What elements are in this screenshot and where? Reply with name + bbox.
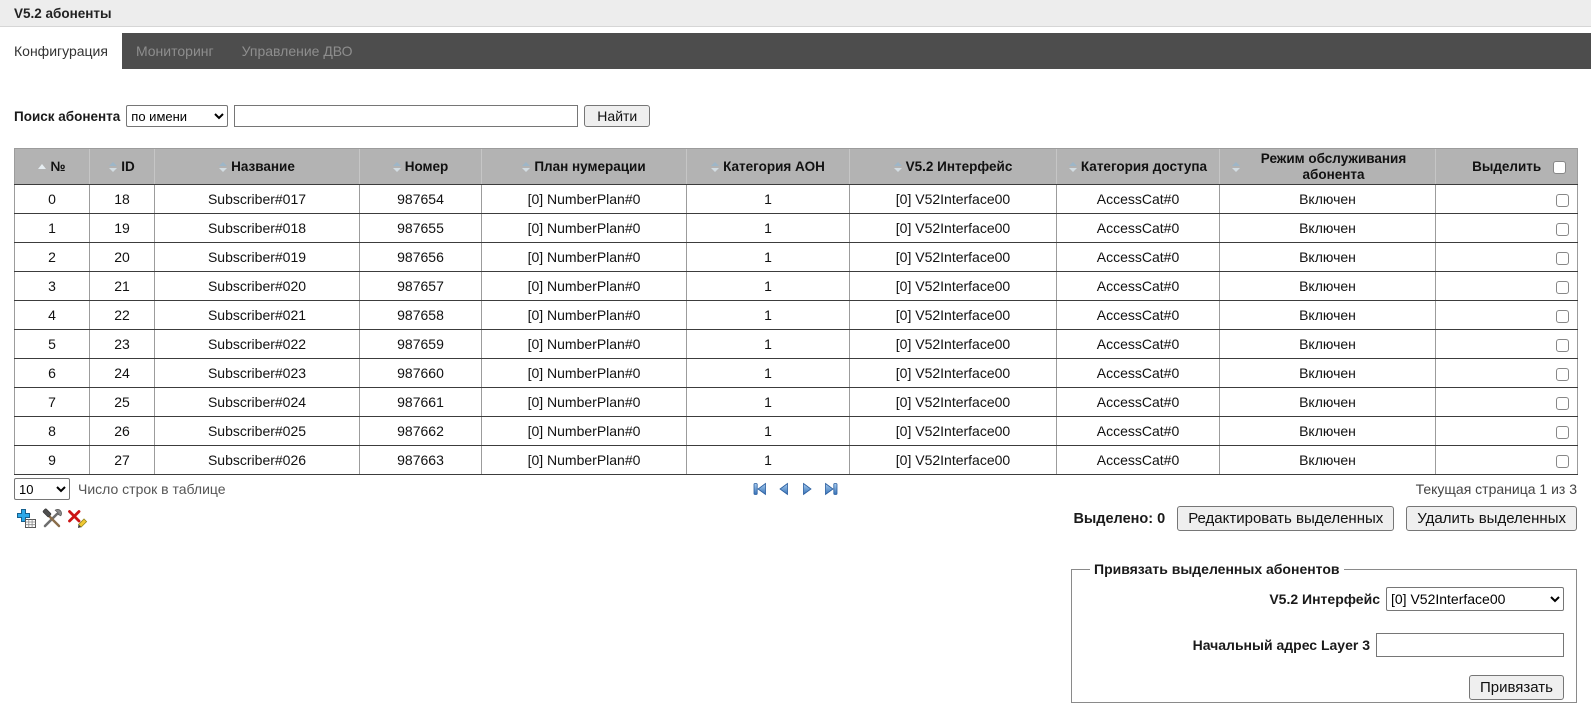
- cell-select: [1436, 417, 1578, 446]
- cell-number: 987658: [360, 301, 482, 330]
- cell-number: 987657: [360, 272, 482, 301]
- row-select-checkbox[interactable]: [1556, 223, 1569, 236]
- row-select-checkbox[interactable]: [1556, 281, 1569, 294]
- cell-service-mode: Включен: [1220, 272, 1436, 301]
- cell-number: 987655: [360, 214, 482, 243]
- cell-aon-category: 1: [687, 272, 850, 301]
- table-row[interactable]: [15, 272, 1578, 301]
- delete-selected-button[interactable]: Удалить выделенных: [1406, 506, 1577, 531]
- tab-dvo-management[interactable]: Управление ДВО: [241, 43, 353, 59]
- next-page-icon[interactable]: [799, 481, 816, 497]
- cell-select: [1436, 214, 1578, 243]
- table-row[interactable]: [15, 301, 1578, 330]
- cell-numberplan: [0] NumberPlan#0: [482, 214, 687, 243]
- cell-v52-interface: [0] V52Interface00: [850, 359, 1057, 388]
- select-all-checkbox[interactable]: [1553, 161, 1566, 174]
- cell-service-mode: Включен: [1220, 185, 1436, 214]
- page-title: V5.2 абоненты: [14, 5, 112, 21]
- page-status: Текущая страница 1 из 3: [1415, 481, 1577, 498]
- cell-name: Subscriber#017: [155, 185, 360, 214]
- row-select-checkbox[interactable]: [1556, 252, 1569, 265]
- cell-name: Subscriber#022: [155, 330, 360, 359]
- cell-name: Subscriber#020: [155, 272, 360, 301]
- cell-name: Subscriber#023: [155, 359, 360, 388]
- cell-id: 23: [90, 330, 155, 359]
- cell-number: 987659: [360, 330, 482, 359]
- cell-num: 7: [15, 388, 90, 417]
- col-header-id[interactable]: ID: [90, 149, 155, 185]
- rows-per-page-select[interactable]: [14, 478, 70, 500]
- col-header-aon-category[interactable]: Категория АОН: [687, 149, 850, 185]
- cell-numberplan: [0] NumberPlan#0: [482, 446, 687, 475]
- cell-num: 4: [15, 301, 90, 330]
- last-page-icon[interactable]: [823, 481, 840, 497]
- cell-v52-interface: [0] V52Interface00: [850, 417, 1057, 446]
- action-row: [14, 506, 1577, 531]
- tab-configuration[interactable]: Конфигурация: [0, 33, 122, 69]
- cell-numberplan: [0] NumberPlan#0: [482, 185, 687, 214]
- cell-number: 987654: [360, 185, 482, 214]
- cell-num: 9: [15, 446, 90, 475]
- cell-id: 22: [90, 301, 155, 330]
- sort-icon: [711, 162, 719, 172]
- bind-button[interactable]: Привязать: [1469, 675, 1564, 700]
- table-row[interactable]: [15, 243, 1578, 272]
- cell-id: 24: [90, 359, 155, 388]
- cell-num: 3: [15, 272, 90, 301]
- cell-num: 5: [15, 330, 90, 359]
- table-row[interactable]: [15, 446, 1578, 475]
- layer3-address-label: Начальный адрес Layer 3: [1192, 637, 1370, 654]
- bind-subscribers-panel: [1071, 561, 1577, 703]
- cell-service-mode: Включен: [1220, 359, 1436, 388]
- sort-asc-icon: [38, 164, 46, 169]
- cell-service-mode: Включен: [1220, 417, 1436, 446]
- cell-service-mode: Включен: [1220, 330, 1436, 359]
- cell-number: 987663: [360, 446, 482, 475]
- cell-aon-category: 1: [687, 359, 850, 388]
- table-row[interactable]: [15, 359, 1578, 388]
- cell-numberplan: [0] NumberPlan#0: [482, 330, 687, 359]
- row-select-checkbox[interactable]: [1556, 368, 1569, 381]
- cell-select: [1436, 243, 1578, 272]
- cell-access-category: AccessCat#0: [1057, 214, 1220, 243]
- sort-icon: [522, 162, 530, 172]
- cell-v52-interface: [0] V52Interface00: [850, 214, 1057, 243]
- cell-id: 25: [90, 388, 155, 417]
- cell-numberplan: [0] NumberPlan#0: [482, 359, 687, 388]
- cell-numberplan: [0] NumberPlan#0: [482, 417, 687, 446]
- cell-name: Subscriber#019: [155, 243, 360, 272]
- row-select-checkbox[interactable]: [1556, 339, 1569, 352]
- cell-service-mode: Включен: [1220, 243, 1436, 272]
- search-button[interactable]: Найти: [584, 105, 650, 127]
- cell-service-mode: Включен: [1220, 214, 1436, 243]
- col-header-numberplan[interactable]: План нумерации: [482, 149, 687, 185]
- sort-icon: [1232, 162, 1240, 172]
- cell-v52-interface: [0] V52Interface00: [850, 185, 1057, 214]
- cell-access-category: AccessCat#0: [1057, 243, 1220, 272]
- table-row[interactable]: [15, 214, 1578, 243]
- first-page-icon[interactable]: [751, 481, 768, 497]
- cell-id: 19: [90, 214, 155, 243]
- cell-access-category: AccessCat#0: [1057, 301, 1220, 330]
- cell-v52-interface: [0] V52Interface00: [850, 243, 1057, 272]
- table-row[interactable]: [15, 330, 1578, 359]
- col-header-v52-interface[interactable]: V5.2 Интерфейс: [850, 149, 1057, 185]
- cell-number: 987662: [360, 417, 482, 446]
- row-select-checkbox[interactable]: [1556, 194, 1569, 207]
- interface-label: V5.2 Интерфейс: [1269, 591, 1380, 608]
- cell-id: 21: [90, 272, 155, 301]
- add-subscriber-icon[interactable]: [16, 508, 37, 529]
- col-header-access-category[interactable]: Категория доступа: [1057, 149, 1220, 185]
- cell-access-category: AccessCat#0: [1057, 185, 1220, 214]
- cell-select: [1436, 272, 1578, 301]
- table-header-row: [15, 149, 1578, 185]
- cell-numberplan: [0] NumberPlan#0: [482, 301, 687, 330]
- search-filter-select[interactable]: [126, 105, 228, 127]
- cell-select: [1436, 301, 1578, 330]
- cell-select: [1436, 330, 1578, 359]
- cell-select: [1436, 446, 1578, 475]
- cell-numberplan: [0] NumberPlan#0: [482, 388, 687, 417]
- table-body: [15, 185, 1578, 475]
- col-header-select: Выделить: [1436, 149, 1578, 185]
- cell-aon-category: 1: [687, 417, 850, 446]
- cell-service-mode: Включен: [1220, 388, 1436, 417]
- selected-count: Выделено: 0: [1073, 510, 1166, 527]
- cell-name: Subscriber#018: [155, 214, 360, 243]
- cell-name: Subscriber#025: [155, 417, 360, 446]
- cell-aon-category: 1: [687, 243, 850, 272]
- cell-number: 987656: [360, 243, 482, 272]
- col-header-service-mode[interactable]: Режим обслуживания абонента: [1220, 149, 1436, 185]
- rows-per-page-label: Число строк в таблице: [78, 481, 226, 498]
- sort-icon: [894, 162, 902, 172]
- cell-num: 2: [15, 243, 90, 272]
- col-header-num[interactable]: №: [15, 149, 90, 185]
- cell-number: 987660: [360, 359, 482, 388]
- cell-select: [1436, 185, 1578, 214]
- title-bar: [0, 0, 1591, 27]
- cell-v52-interface: [0] V52Interface00: [850, 388, 1057, 417]
- cell-aon-category: 1: [687, 214, 850, 243]
- subscribers-table: [14, 148, 1578, 475]
- row-select-checkbox[interactable]: [1556, 397, 1569, 410]
- tab-bar: [0, 33, 1591, 69]
- sort-icon: [219, 162, 227, 172]
- row-select-checkbox[interactable]: [1556, 455, 1569, 468]
- row-select-checkbox[interactable]: [1556, 426, 1569, 439]
- cell-v52-interface: [0] V52Interface00: [850, 301, 1057, 330]
- row-select-checkbox[interactable]: [1556, 310, 1569, 323]
- cell-num: 8: [15, 417, 90, 446]
- delete-icon[interactable]: [67, 508, 89, 529]
- cell-access-category: AccessCat#0: [1057, 359, 1220, 388]
- sort-icon: [393, 162, 401, 172]
- table-row[interactable]: [15, 185, 1578, 214]
- cell-access-category: AccessCat#0: [1057, 388, 1220, 417]
- search-input[interactable]: [234, 105, 578, 127]
- prev-page-icon[interactable]: [775, 481, 792, 497]
- cell-aon-category: 1: [687, 185, 850, 214]
- pagination: [751, 481, 840, 497]
- cell-name: Subscriber#024: [155, 388, 360, 417]
- cell-id: 20: [90, 243, 155, 272]
- cell-name: Subscriber#026: [155, 446, 360, 475]
- bind-panel-legend: Привязать выделенных абонентов: [1094, 561, 1340, 578]
- cell-v52-interface: [0] V52Interface00: [850, 330, 1057, 359]
- cell-numberplan: [0] NumberPlan#0: [482, 243, 687, 272]
- table-row[interactable]: [15, 388, 1578, 417]
- cell-num: 1: [15, 214, 90, 243]
- layer3-address-input[interactable]: [1376, 633, 1564, 657]
- table-footer: [14, 478, 1577, 500]
- interface-select[interactable]: [1386, 587, 1564, 611]
- cell-v52-interface: [0] V52Interface00: [850, 446, 1057, 475]
- edit-selected-button[interactable]: Редактировать выделенных: [1177, 506, 1394, 531]
- cell-aon-category: 1: [687, 446, 850, 475]
- col-header-number[interactable]: Номер: [360, 149, 482, 185]
- cell-aon-category: 1: [687, 330, 850, 359]
- subscriber-search: [14, 105, 1591, 127]
- cell-aon-category: 1: [687, 388, 850, 417]
- col-header-name[interactable]: Название: [155, 149, 360, 185]
- cell-id: 18: [90, 185, 155, 214]
- tab-monitoring[interactable]: Мониторинг: [135, 43, 214, 59]
- sort-icon: [1069, 162, 1077, 172]
- cell-select: [1436, 388, 1578, 417]
- cell-name: Subscriber#021: [155, 301, 360, 330]
- cell-num: 6: [15, 359, 90, 388]
- cell-select: [1436, 359, 1578, 388]
- cell-v52-interface: [0] V52Interface00: [850, 272, 1057, 301]
- cell-aon-category: 1: [687, 301, 850, 330]
- cell-numberplan: [0] NumberPlan#0: [482, 272, 687, 301]
- cell-id: 26: [90, 417, 155, 446]
- configure-icon[interactable]: [41, 508, 63, 529]
- cell-access-category: AccessCat#0: [1057, 417, 1220, 446]
- table-row[interactable]: [15, 417, 1578, 446]
- cell-id: 27: [90, 446, 155, 475]
- cell-service-mode: Включен: [1220, 301, 1436, 330]
- cell-access-category: AccessCat#0: [1057, 446, 1220, 475]
- cell-number: 987661: [360, 388, 482, 417]
- cell-access-category: AccessCat#0: [1057, 330, 1220, 359]
- sort-icon: [109, 162, 117, 172]
- search-label: Поиск абонента: [14, 108, 121, 124]
- cell-access-category: AccessCat#0: [1057, 272, 1220, 301]
- cell-service-mode: Включен: [1220, 446, 1436, 475]
- cell-num: 0: [15, 185, 90, 214]
